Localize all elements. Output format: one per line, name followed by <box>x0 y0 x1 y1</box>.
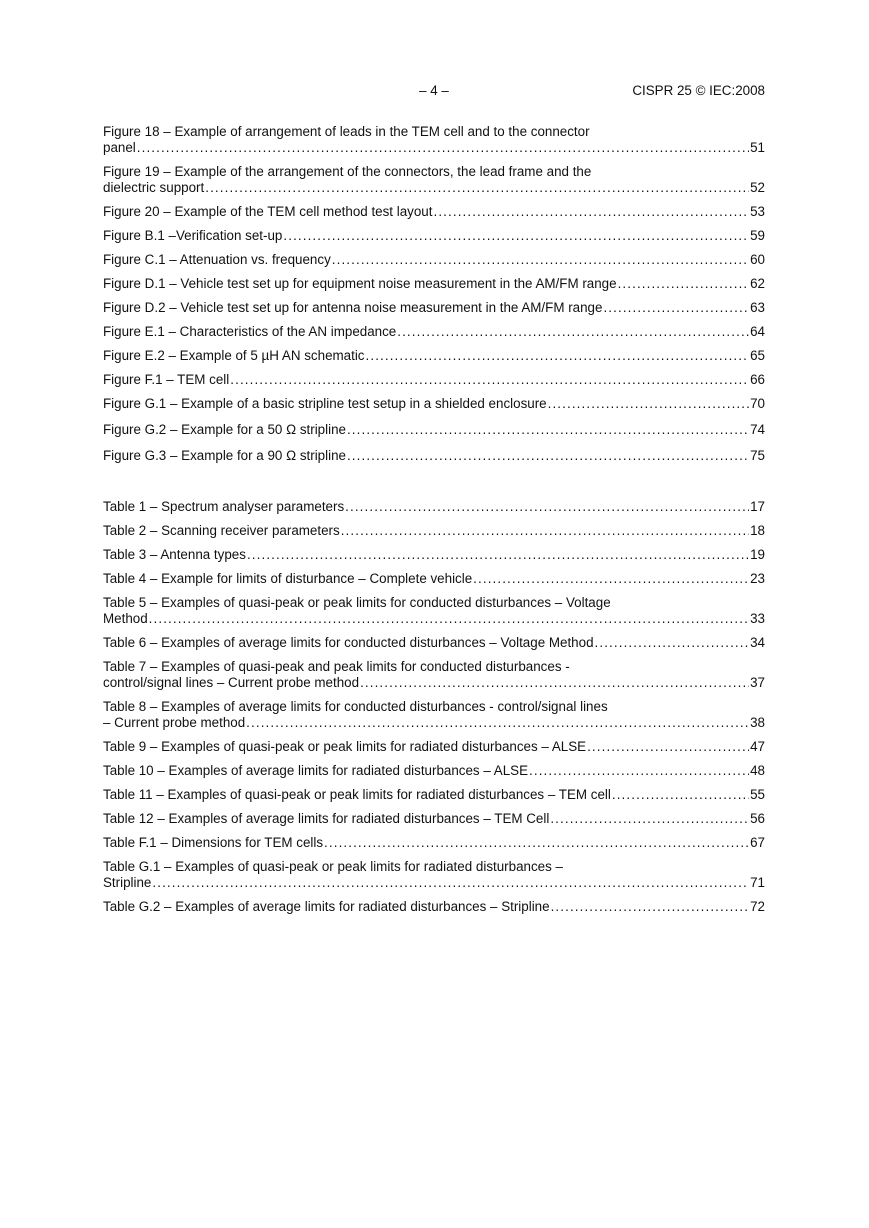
toc-page-number[interactable]: 64 <box>750 324 765 339</box>
toc-entry-title: Table 6 – Examples of average limits for conducted disturbances – Voltage Method <box>103 635 594 650</box>
toc-entry-row <box>103 372 765 388</box>
toc-page-number[interactable]: 60 <box>750 252 765 267</box>
dot-leader <box>152 875 749 891</box>
toc-entry-row <box>103 499 765 515</box>
toc-entry[interactable] <box>103 324 765 340</box>
toc-entry[interactable] <box>103 252 765 268</box>
toc-page-number[interactable]: 59 <box>750 228 765 243</box>
toc-entry[interactable] <box>103 635 765 651</box>
toc-entry-row <box>103 523 765 539</box>
toc-entry-row <box>103 635 765 651</box>
toc-entry-row <box>103 547 765 563</box>
toc-entry-row <box>103 422 765 438</box>
dot-leader <box>345 499 749 515</box>
toc-entry[interactable] <box>103 372 765 388</box>
dot-leader <box>612 787 749 803</box>
toc-entry-title: panel <box>103 140 136 155</box>
toc-entry[interactable] <box>103 739 765 755</box>
toc-page-number[interactable]: 19 <box>750 547 765 562</box>
toc-entry-row <box>103 252 765 268</box>
dot-leader <box>205 180 749 196</box>
page-number: – 4 – <box>419 83 449 98</box>
toc-page-number[interactable]: 48 <box>750 763 765 778</box>
dot-leader <box>246 715 749 731</box>
toc-page-number[interactable]: 38 <box>750 715 765 730</box>
toc-entry[interactable] <box>103 899 765 915</box>
dot-leader <box>366 348 750 364</box>
dot-leader <box>149 611 749 627</box>
toc-page-number[interactable]: 17 <box>750 499 765 514</box>
toc-page-number[interactable]: 71 <box>750 875 765 890</box>
dot-leader <box>332 252 749 268</box>
toc-page-number[interactable]: 55 <box>750 787 765 802</box>
toc-page-number[interactable]: 56 <box>750 811 765 826</box>
toc-page-number[interactable]: 66 <box>750 372 765 387</box>
toc-entry[interactable] <box>103 763 765 779</box>
toc-page-number[interactable]: 70 <box>750 396 765 411</box>
toc-entry-row <box>103 899 765 915</box>
document-reference: CISPR 25 © IEC:2008 <box>632 83 765 98</box>
toc-entry-title: Table F.1 – Dimensions for TEM cells <box>103 835 324 850</box>
dot-leader <box>548 396 749 412</box>
toc-entry-title: Figure E.2 – Example of 5 µH AN schematic <box>103 348 365 363</box>
toc-page-number[interactable]: 63 <box>750 300 765 315</box>
toc-entry[interactable] <box>103 164 765 196</box>
toc-entry-title: Stripline <box>103 875 152 890</box>
toc-page-number[interactable]: 75 <box>750 448 765 463</box>
toc-entry-title-line: Table G.1 – Examples of quasi-peak or peak limits for radiated disturbances – <box>103 859 563 874</box>
page-header <box>0 83 869 103</box>
toc-entry-title: Figure 20 – Example of the TEM cell method test layout <box>103 204 433 219</box>
toc-entry[interactable] <box>103 811 765 827</box>
dot-leader <box>341 523 749 539</box>
toc-entry-title: Table 1 – Spectrum analyser parameters <box>103 499 345 514</box>
toc-entry-title: Figure G.1 – Example of a basic stripline test setup in a shielded enclosure <box>103 396 547 411</box>
toc-entry-title-line: Table 7 – Examples of quasi-peak and peak limits for conducted disturbances - <box>103 659 570 674</box>
toc-entry-title: Table 4 – Example for limits of disturbance – Complete vehicle <box>103 571 473 586</box>
toc-entry[interactable] <box>103 422 765 438</box>
toc-page-number[interactable]: 72 <box>750 899 765 914</box>
toc-entry[interactable] <box>103 124 765 156</box>
toc-entry-row <box>103 715 765 731</box>
toc-entry-title: dielectric support <box>103 180 205 195</box>
dot-leader <box>603 300 749 316</box>
toc-entry-row <box>103 228 765 244</box>
toc-entry-title: Table 9 – Examples of quasi-peak or peak limits for radiated disturbances – ALSE <box>103 739 587 754</box>
toc-entry-row <box>103 140 765 156</box>
toc-entry-row <box>103 300 765 316</box>
toc-entry[interactable] <box>103 835 765 851</box>
dot-leader <box>595 635 750 651</box>
dot-leader <box>529 763 749 779</box>
toc-entry-title: Figure G.2 – Example for a 50 Ω stripline <box>103 422 346 437</box>
toc-entry-row <box>103 396 765 412</box>
toc-entry[interactable] <box>103 396 765 412</box>
toc-entry-row <box>103 276 765 292</box>
dot-leader <box>137 140 749 156</box>
toc-entry[interactable] <box>103 276 765 292</box>
toc-entry-row <box>103 835 765 851</box>
toc-page-number[interactable]: 52 <box>750 180 765 195</box>
toc-entry-title: Table G.2 – Examples of average limits for radiated disturbances – Stripline <box>103 899 550 914</box>
toc-page-number[interactable]: 23 <box>750 571 765 586</box>
toc-entry-row <box>103 739 765 755</box>
toc-entry-title: Table 2 – Scanning receiver parameters <box>103 523 340 538</box>
toc-entry-row <box>103 787 765 803</box>
list-of-figures <box>103 124 765 472</box>
toc-entry-title: Figure C.1 – Attenuation vs. frequency <box>103 252 331 267</box>
toc-page-number[interactable]: 47 <box>750 739 765 754</box>
toc-page-number[interactable]: 62 <box>750 276 765 291</box>
toc-entry[interactable] <box>103 300 765 316</box>
toc-entry-title: Figure F.1 – TEM cell <box>103 372 230 387</box>
toc-entry-title: Figure D.1 – Vehicle test set up for equipment noise measurement in the AM/FM range <box>103 276 617 291</box>
toc-page-number[interactable]: 74 <box>750 422 765 437</box>
dot-leader <box>230 372 749 388</box>
toc-entry-row <box>103 611 765 627</box>
toc-entry[interactable] <box>103 499 765 515</box>
toc-entry-title: Table 11 – Examples of quasi-peak or peak limits for radiated disturbances – TEM cell <box>103 787 611 802</box>
toc-entry[interactable] <box>103 659 765 691</box>
toc-entry-title: – Current probe method <box>103 715 246 730</box>
toc-entry-title: Table 12 – Examples of average limits for radiated disturbances – TEM Cell <box>103 811 550 826</box>
toc-entry-row <box>103 448 765 464</box>
toc-entry[interactable] <box>103 523 765 539</box>
dot-leader <box>550 811 749 827</box>
toc-page-number[interactable]: 67 <box>750 835 765 850</box>
toc-entry[interactable] <box>103 859 765 891</box>
list-of-tables <box>103 499 765 923</box>
toc-entry-title: Figure D.2 – Vehicle test set up for antenna noise measurement in the AM/FM range <box>103 300 603 315</box>
dot-leader <box>433 204 749 220</box>
toc-page-number[interactable]: 34 <box>750 635 765 650</box>
toc-entry-title-line: Table 8 – Examples of average limits for conducted disturbances - control/signal lines <box>103 699 608 714</box>
toc-entry[interactable] <box>103 348 765 364</box>
toc-entry-row <box>103 324 765 340</box>
dot-leader <box>473 571 749 587</box>
toc-entry-row <box>103 763 765 779</box>
toc-entry-row <box>103 180 765 196</box>
toc-entry-title: Table 10 – Examples of average limits for radiated disturbances – ALSE <box>103 763 529 778</box>
dot-leader <box>551 899 750 915</box>
dot-leader <box>347 448 749 464</box>
dot-leader <box>324 835 749 851</box>
toc-page-number[interactable]: 51 <box>750 140 765 155</box>
toc-entry-title-line: Figure 18 – Example of arrangement of leads in the TEM cell and to the connector <box>103 124 590 139</box>
dot-leader <box>618 276 750 292</box>
toc-entry-row <box>103 204 765 220</box>
toc-entry-title: Figure G.3 – Example for a 90 Ω stripline <box>103 448 346 463</box>
toc-entry-title: Figure B.1 –Verification set-up <box>103 228 283 243</box>
toc-entry[interactable] <box>103 547 765 563</box>
toc-entry[interactable] <box>103 204 765 220</box>
toc-entry[interactable] <box>103 787 765 803</box>
dot-leader <box>397 324 749 340</box>
toc-entry[interactable] <box>103 228 765 244</box>
dot-leader <box>347 422 749 438</box>
toc-page-number[interactable]: 33 <box>750 611 765 626</box>
dot-leader <box>247 547 749 563</box>
toc-entry[interactable] <box>103 448 765 464</box>
toc-entry-row <box>103 811 765 827</box>
toc-entry-title-line: Figure 19 – Example of the arrangement of the connectors, the lead frame and the <box>103 164 592 179</box>
toc-entry-row <box>103 875 765 891</box>
toc-entry-title-line: Table 5 – Examples of quasi-peak or peak limits for conducted disturbances – Voltage <box>103 595 611 610</box>
toc-page-number[interactable]: 18 <box>750 523 765 538</box>
dot-leader <box>283 228 749 244</box>
toc-page-number[interactable]: 53 <box>750 204 765 219</box>
toc-page-number[interactable]: 65 <box>750 348 765 363</box>
toc-entry-title: Method <box>103 611 148 626</box>
toc-entry-title: Table 3 – Antenna types <box>103 547 246 562</box>
toc-entry[interactable] <box>103 595 765 627</box>
toc-entry-row <box>103 571 765 587</box>
toc-page-number[interactable]: 37 <box>750 675 765 690</box>
toc-entry-row <box>103 675 765 691</box>
toc-entry-row <box>103 348 765 364</box>
toc-entry[interactable] <box>103 571 765 587</box>
toc-entry-title: Figure E.1 – Characteristics of the AN impedance <box>103 324 397 339</box>
dot-leader <box>360 675 749 691</box>
toc-entry[interactable] <box>103 699 765 731</box>
toc-entry-title: control/signal lines – Current probe method <box>103 675 360 690</box>
dot-leader <box>587 739 749 755</box>
